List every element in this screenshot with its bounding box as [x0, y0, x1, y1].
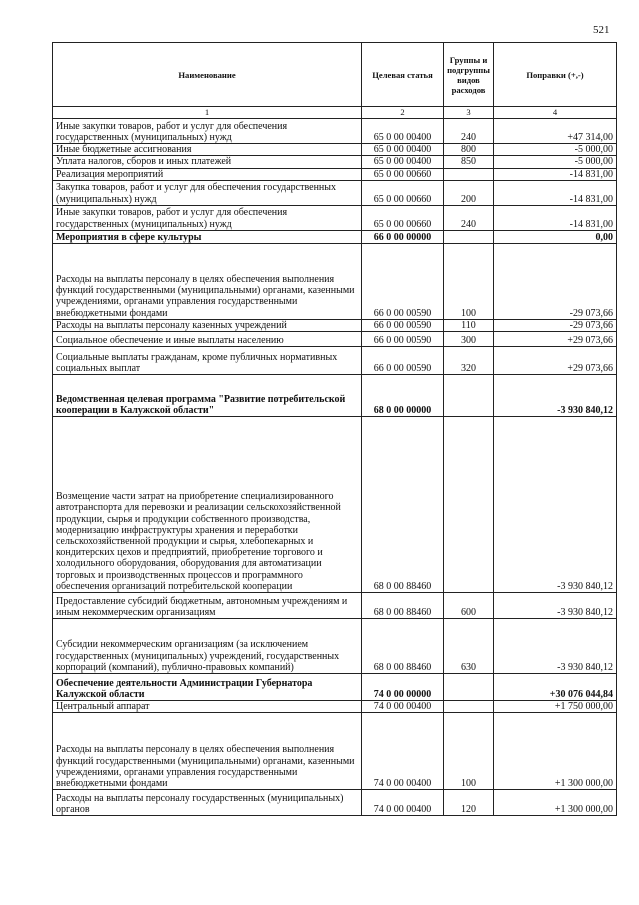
table-row: [53, 790, 617, 816]
table-row: [53, 230, 617, 243]
table-row: [53, 593, 617, 619]
row-code: 74 0 00 00400: [362, 790, 444, 816]
row-name: Обеспечение деятельности Администрации Губернатора Калужской области: [53, 674, 362, 701]
row-name: Ведомственная целевая программа "Развитие потребительской кооперации в Калужской области": [53, 375, 362, 417]
column-number: 4: [494, 107, 617, 119]
row-amount: -3 930 840,12: [494, 417, 617, 593]
table-row: [53, 375, 617, 417]
header-target: Целевая статья: [362, 43, 444, 107]
row-code: 66 0 00 00590: [362, 319, 444, 331]
column-number: 3: [444, 107, 494, 119]
row-group: 800: [444, 144, 494, 156]
row-code: 68 0 00 00000: [362, 375, 444, 417]
row-name: Расходы на выплаты персоналу в целях обеспечения выполнения функций государственными (муниципальными) органами, казенными учреждениями, органами управления государственными внебюджетными фондами: [53, 243, 362, 319]
row-code: 66 0 00 00590: [362, 347, 444, 375]
row-group: [444, 674, 494, 701]
row-amount: -14 831,00: [494, 168, 617, 180]
table-row: [53, 168, 617, 180]
row-amount: -29 073,66: [494, 319, 617, 331]
row-name: Иные закупки товаров, работ и услуг для обеспечения государственных (муниципальных) нужд: [53, 205, 362, 230]
row-amount: +1 300 000,00: [494, 713, 617, 790]
row-group: 120: [444, 790, 494, 816]
row-amount: -3 930 840,12: [494, 375, 617, 417]
row-code: 66 0 00 00590: [362, 243, 444, 319]
table-row: [53, 180, 617, 205]
table-row: [53, 701, 617, 713]
row-group: 300: [444, 332, 494, 347]
row-name: Социальные выплаты гражданам, кроме публичных нормативных социальных выплат: [53, 347, 362, 375]
table-row: [53, 319, 617, 331]
row-group: 600: [444, 593, 494, 619]
table-row: [53, 243, 617, 319]
table-row: [53, 156, 617, 168]
row-amount: 0,00: [494, 230, 617, 243]
budget-amendments-table: [52, 42, 617, 816]
row-amount: -14 831,00: [494, 205, 617, 230]
row-group: 850: [444, 156, 494, 168]
row-code: 74 0 00 00400: [362, 713, 444, 790]
row-amount: +47 314,00: [494, 119, 617, 144]
row-group: [444, 168, 494, 180]
table-row: [53, 674, 617, 701]
header-name: Наименование: [53, 43, 362, 107]
table-row: [53, 119, 617, 144]
table-row: [53, 713, 617, 790]
row-group: 240: [444, 119, 494, 144]
row-name: Мероприятия в сфере культуры: [53, 230, 362, 243]
row-group: 240: [444, 205, 494, 230]
row-amount: -3 930 840,12: [494, 619, 617, 674]
table-row: [53, 347, 617, 375]
row-amount: +29 073,66: [494, 347, 617, 375]
row-group: 100: [444, 713, 494, 790]
row-code: 65 0 00 00660: [362, 168, 444, 180]
row-name: Центральный аппарат: [53, 701, 362, 713]
row-name: Иные бюджетные ассигнования: [53, 144, 362, 156]
row-code: 74 0 00 00400: [362, 701, 444, 713]
row-code: 65 0 00 00660: [362, 180, 444, 205]
column-number-row: [53, 107, 617, 119]
row-code: 68 0 00 88460: [362, 417, 444, 593]
row-group: 320: [444, 347, 494, 375]
row-amount: +29 073,66: [494, 332, 617, 347]
row-name: Предоставление субсидий бюджетным, автономным учреждениям и иным некоммерческим организациям: [53, 593, 362, 619]
row-code: 68 0 00 88460: [362, 593, 444, 619]
table-row: [53, 417, 617, 593]
row-group: [444, 701, 494, 713]
row-code: 66 0 00 00590: [362, 332, 444, 347]
row-group: 630: [444, 619, 494, 674]
row-code: 66 0 00 00000: [362, 230, 444, 243]
table-row: [53, 619, 617, 674]
row-code: 65 0 00 00660: [362, 205, 444, 230]
row-code: 65 0 00 00400: [362, 144, 444, 156]
row-amount: -29 073,66: [494, 243, 617, 319]
row-name: Возмещение части затрат на приобретение специализированного автотранспорта для перевозки и реализации сельскохозяйственной продукции, сырья и продукции собственного производства, модернизацию инфраструктуры хранения и переработки сельскохозяйственной продукции и сырья, хлебопекарных и кондитерских цехов и предприятий, приобретение торгового и холодильного оборудования, оборудования для автоматизации торговых и производственных процессов и программного обеспечения организаций потребительской кооперации: [53, 417, 362, 593]
header-group: Группы и подгруппы видов расходов: [444, 43, 494, 107]
row-name: Уплата налогов, сборов и иных платежей: [53, 156, 362, 168]
row-group: [444, 230, 494, 243]
row-group: 100: [444, 243, 494, 319]
table-row: [53, 332, 617, 347]
row-name: Социальное обеспечение и иные выплаты населению: [53, 332, 362, 347]
row-amount: +1 750 000,00: [494, 701, 617, 713]
row-group: 200: [444, 180, 494, 205]
row-name: Расходы на выплаты персоналу государственных (муниципальных) органов: [53, 790, 362, 816]
page-number: 521: [593, 24, 610, 36]
row-group: 110: [444, 319, 494, 331]
table-row: [53, 144, 617, 156]
column-number: 2: [362, 107, 444, 119]
table-row: [53, 205, 617, 230]
row-code: 65 0 00 00400: [362, 119, 444, 144]
row-code: 74 0 00 00000: [362, 674, 444, 701]
row-amount: -14 831,00: [494, 180, 617, 205]
row-name: Субсидии некоммерческим организациям (за исключением государственных (муниципальных) учреждений, государственных корпораций (компаний), публично-правовых компаний): [53, 619, 362, 674]
row-name: Расходы на выплаты персоналу казенных учреждений: [53, 319, 362, 331]
row-group: [444, 417, 494, 593]
row-amount: +30 076 044,84: [494, 674, 617, 701]
header-row: [53, 43, 617, 107]
row-amount: -5 000,00: [494, 156, 617, 168]
row-group: [444, 375, 494, 417]
row-code: 65 0 00 00400: [362, 156, 444, 168]
header-amendment: Поправки (+,-): [494, 43, 617, 107]
row-name: Расходы на выплаты персоналу в целях обеспечения выполнения функций государственными (муниципальными) органами, казенными учреждениями, органами управления государственными внебюджетными фондами: [53, 713, 362, 790]
row-name: Иные закупки товаров, работ и услуг для обеспечения государственных (муниципальных) нужд: [53, 119, 362, 144]
row-code: 68 0 00 88460: [362, 619, 444, 674]
row-amount: -5 000,00: [494, 144, 617, 156]
row-name: Закупка товаров, работ и услуг для обеспечения государственных (муниципальных) нужд: [53, 180, 362, 205]
row-amount: -3 930 840,12: [494, 593, 617, 619]
row-name: Реализация мероприятий: [53, 168, 362, 180]
column-number: 1: [53, 107, 362, 119]
row-amount: +1 300 000,00: [494, 790, 617, 816]
